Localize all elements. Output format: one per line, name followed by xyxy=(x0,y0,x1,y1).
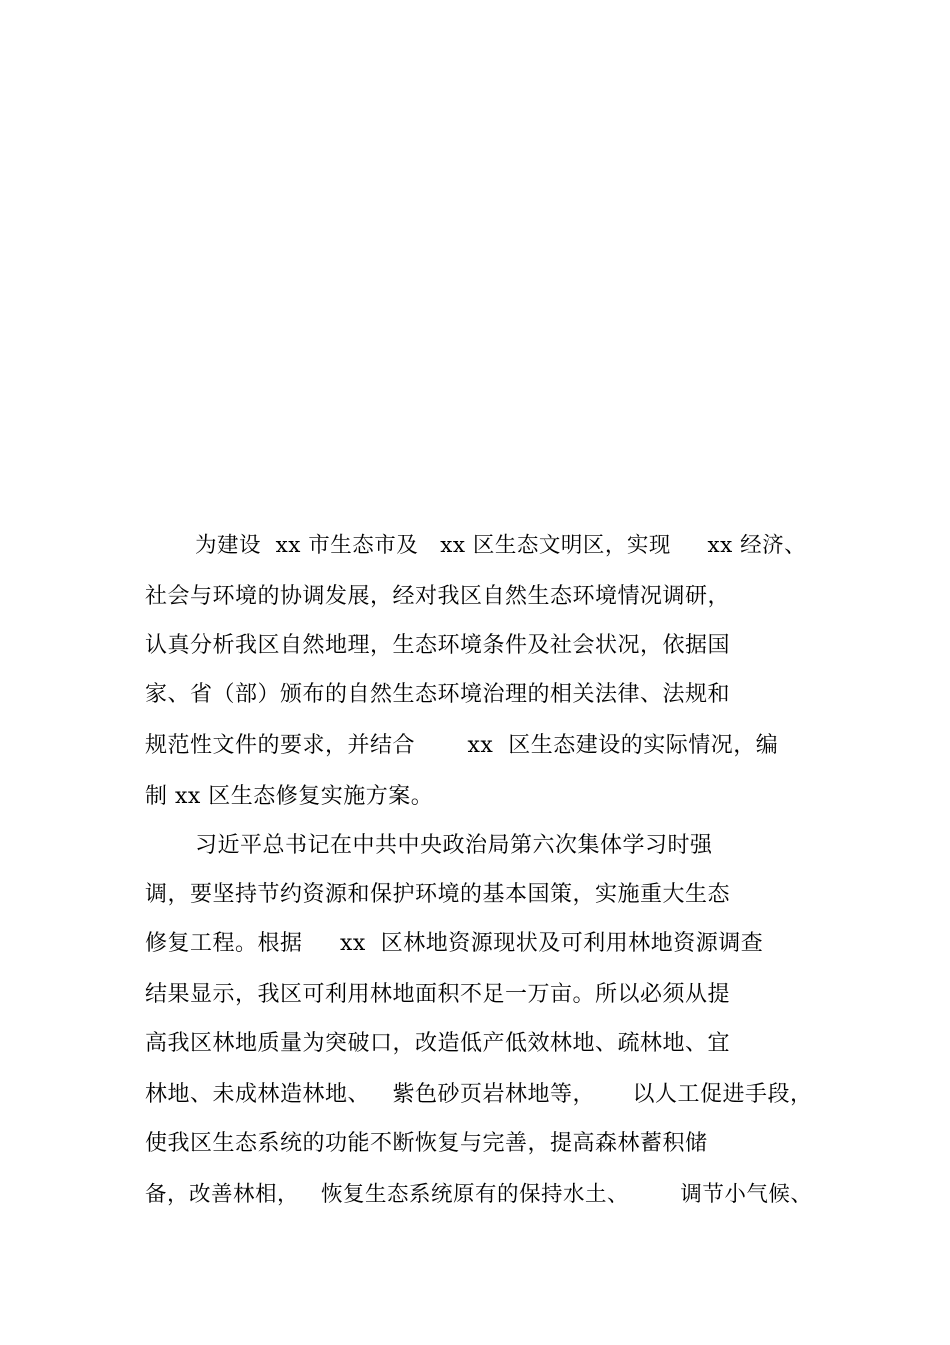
paragraph-2-line-6: 林地、未成林造林地、 紫色砂页岩林地等， 以人工促进手段， xyxy=(145,1082,813,1107)
paragraph-2-line-3: 修复工程。根据 xx 区林地资源现状及可利用林地资源调查 xyxy=(145,931,764,956)
paragraph-1-line-6: 制 xx 区生态修复实施方案。 xyxy=(145,784,434,809)
paragraph-1-line-4: 家、省（部）颁布的自然生态环境治理的相关法律、法规和 xyxy=(145,682,731,707)
paragraph-2-line-5: 高我区林地质量为突破口，改造低产低效林地、疏林地、宜 xyxy=(145,1031,731,1056)
paragraph-2-line-8: 备，改善林相， 恢复生态系统原有的保持水土、 调节小气候、 xyxy=(145,1182,813,1207)
paragraph-2-line-2: 调，要坚持节约资源和保护环境的基本国策，实施重大生态 xyxy=(145,882,731,907)
paragraph-1-line-5: 规范性文件的要求，并结合 xx 区生态建设的实际情况，编 xyxy=(145,733,779,758)
paragraph-1-line-2: 社会与环境的协调发展，经对我区自然生态环境情况调研， xyxy=(145,584,731,609)
paragraph-2-line-1: 习近平总书记在中共中央政治局第六次集体学习时强 xyxy=(195,833,713,858)
paragraph-2-line-7: 使我区生态系统的功能不断恢复与完善，提高森林蓄积储 xyxy=(145,1131,708,1156)
paragraph-1-line-1: 为建设 xx 市生态市及 xx 区生态文明区，实现 xx 经济、 xyxy=(195,533,807,558)
paragraph-2-line-4: 结果显示，我区可利用林地面积不足一万亩。所以必须从提 xyxy=(145,982,731,1007)
paragraph-1-line-3: 认真分析我区自然地理，生态环境条件及社会状况，依据国 xyxy=(145,633,731,658)
